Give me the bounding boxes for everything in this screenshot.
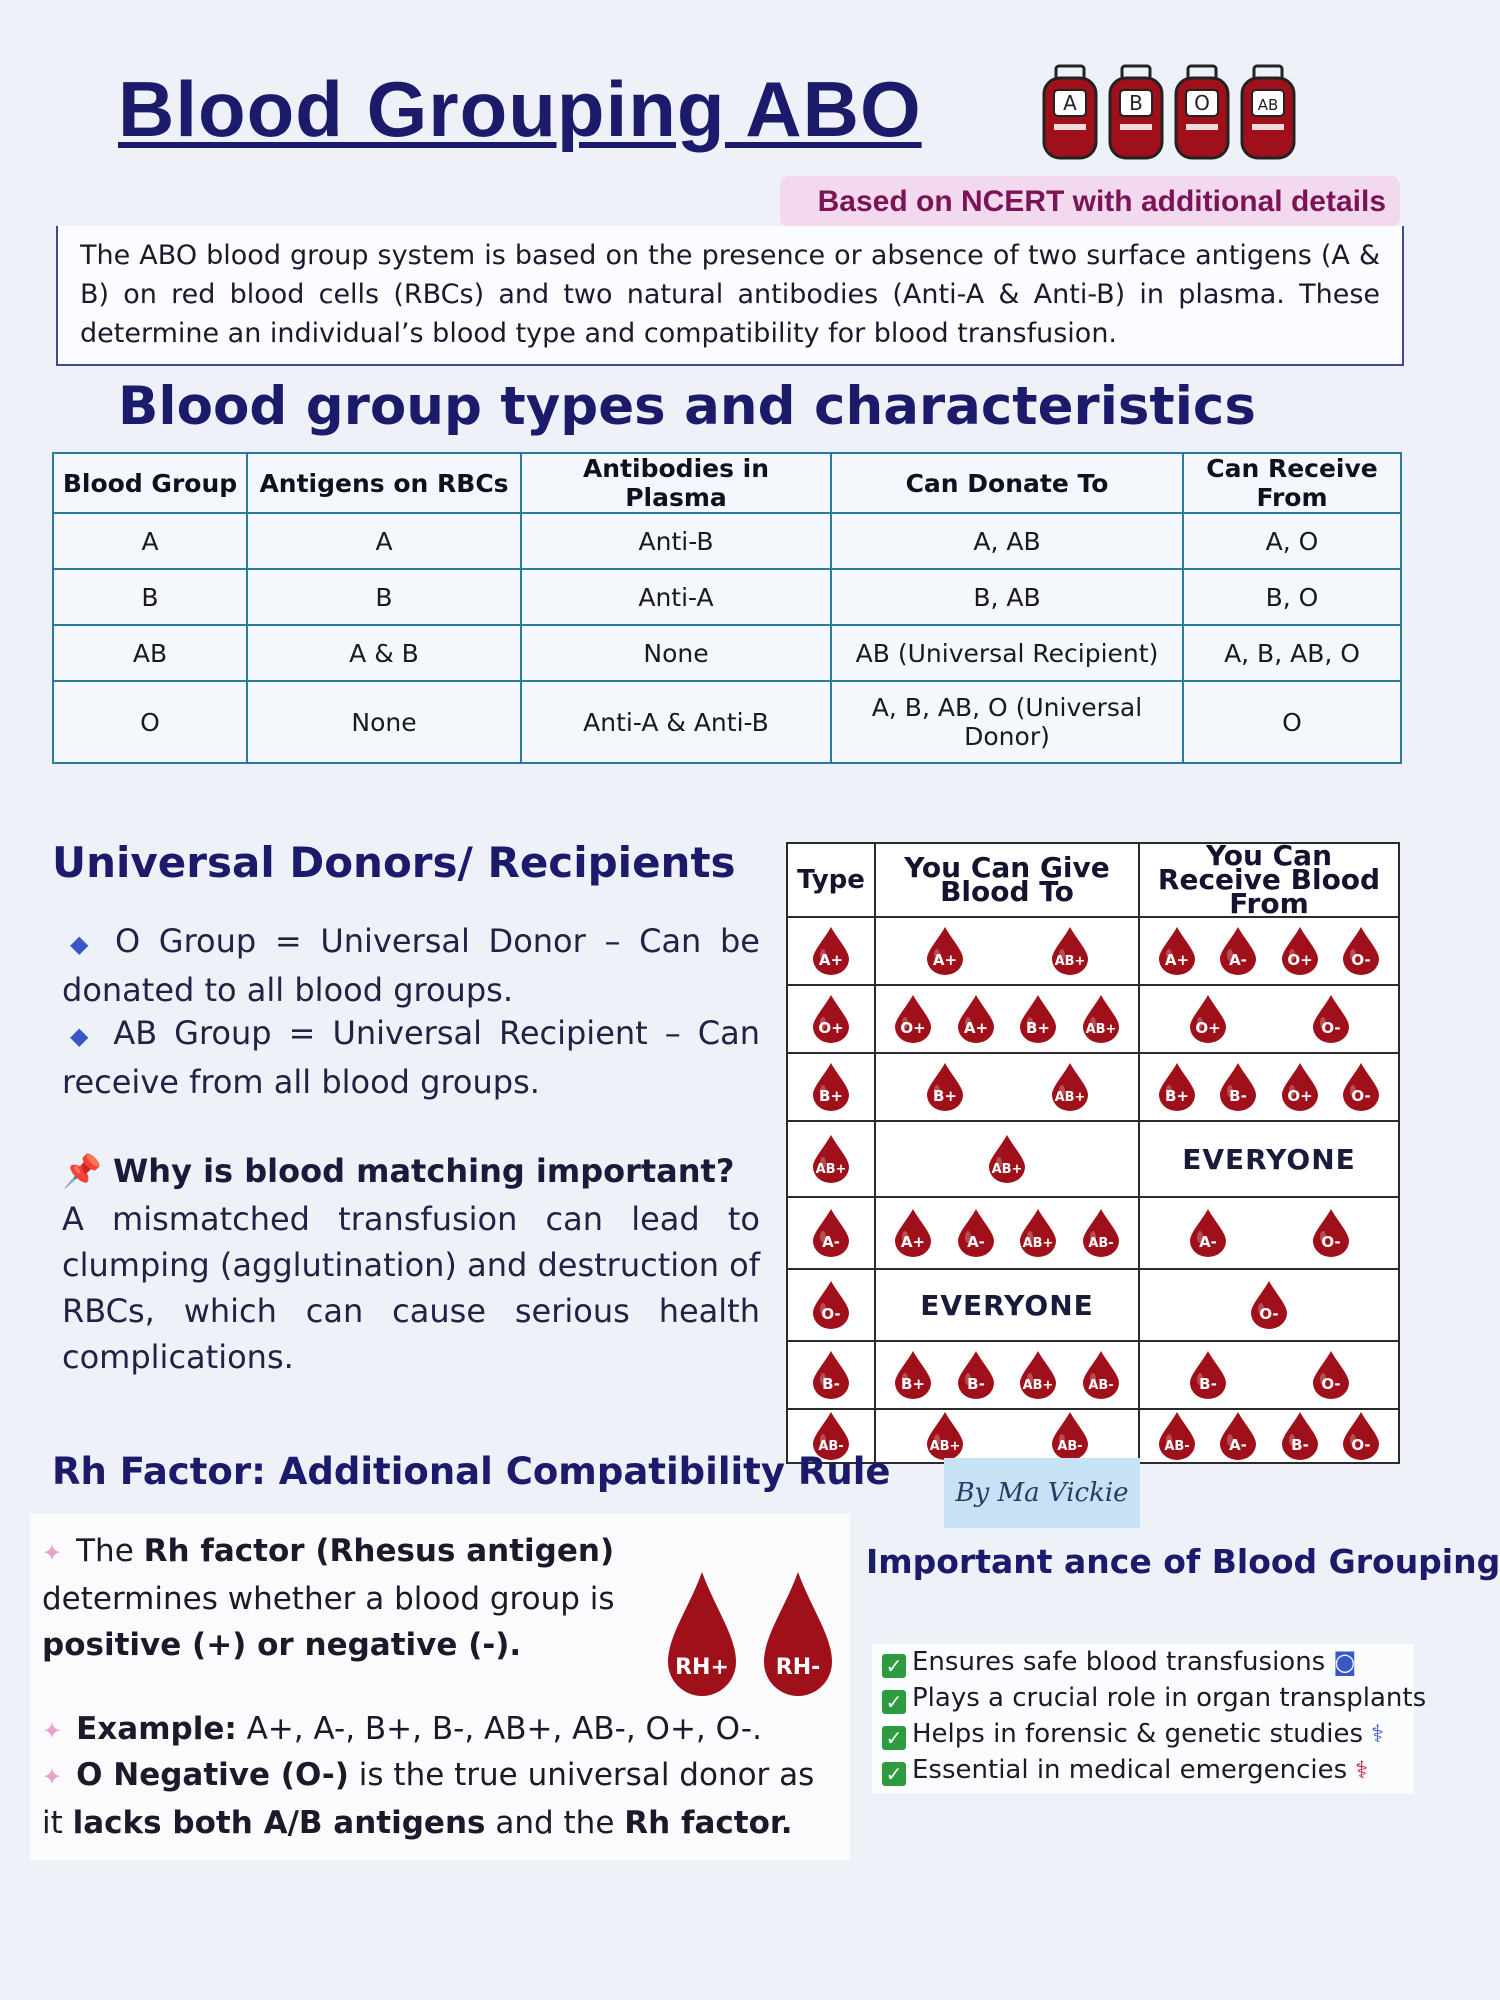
blood-drop-icon bbox=[954, 993, 998, 1045]
blood-drop-icon bbox=[1048, 1410, 1092, 1462]
grid-type-cell bbox=[787, 1341, 875, 1409]
table-cell: Anti-B bbox=[521, 513, 831, 569]
everyone-label: EVERYONE bbox=[1182, 1142, 1356, 1176]
blood-drop-icon bbox=[1048, 1061, 1092, 1113]
importance-heading: Important ance of Blood Grouping bbox=[866, 1542, 1500, 1581]
svg-text:B-: B- bbox=[822, 1375, 840, 1393]
svg-text:AB-: AB- bbox=[1164, 1439, 1190, 1454]
blood-drop-icon bbox=[1155, 1410, 1199, 1462]
table-row bbox=[53, 625, 1401, 681]
svg-text:O+: O+ bbox=[1287, 951, 1313, 969]
sparkle-bullet-icon: ✦ bbox=[42, 1763, 63, 1791]
svg-text:A+: A+ bbox=[963, 1019, 988, 1037]
rh-text: determines whether a blood group is bbox=[42, 1581, 615, 1617]
table-row bbox=[53, 513, 1401, 569]
diamond-bullet-icon: ◆ bbox=[70, 930, 97, 958]
rh-bold: Rh factor. bbox=[624, 1805, 793, 1841]
rh-bold: positive (+) or negative (-). bbox=[42, 1627, 522, 1663]
universal-donor-paragraph bbox=[62, 918, 760, 1013]
grid-give-cell bbox=[875, 1053, 1139, 1121]
table-cell: A bbox=[53, 513, 247, 569]
importance-item-text: Ensures safe blood transfusions bbox=[912, 1647, 1326, 1677]
blood-drop-icon bbox=[1309, 1207, 1353, 1259]
svg-text:RH-: RH- bbox=[775, 1655, 821, 1680]
everyone-label: EVERYONE bbox=[920, 1288, 1094, 1322]
grid-type-cell bbox=[787, 1197, 875, 1269]
blood-drop-icon bbox=[1016, 993, 1060, 1045]
svg-text:A+: A+ bbox=[901, 1233, 926, 1251]
grid-type-cell bbox=[787, 1121, 875, 1197]
blood-drop-icon bbox=[809, 1133, 853, 1185]
blood-drop-icon bbox=[1186, 993, 1230, 1045]
signature: By Ma Vickie bbox=[944, 1458, 1140, 1528]
table-cell: B bbox=[247, 569, 521, 625]
svg-text:AB+: AB+ bbox=[1022, 1236, 1054, 1251]
importance-item bbox=[872, 1752, 1414, 1788]
svg-text:O-: O- bbox=[1351, 1436, 1371, 1454]
blood-drop-icon bbox=[1016, 1349, 1060, 1401]
blood-drop-icon bbox=[1309, 1349, 1353, 1401]
svg-text:O-: O- bbox=[1259, 1305, 1279, 1323]
svg-text:AB+: AB+ bbox=[991, 1162, 1023, 1177]
checkbox-icon: ✓ bbox=[882, 1690, 906, 1714]
column-header: Can Donate To bbox=[831, 453, 1183, 513]
grid-receive-cell bbox=[1139, 1409, 1399, 1463]
blood-types-table bbox=[52, 452, 1402, 764]
svg-text:B: B bbox=[1129, 91, 1143, 115]
rh-universal-note bbox=[42, 1752, 842, 1846]
blood-drop-icon bbox=[1247, 1279, 1291, 1331]
table-cell: AB bbox=[53, 625, 247, 681]
importance-item bbox=[872, 1680, 1427, 1716]
blood-bag-icon bbox=[1040, 64, 1100, 162]
sparkle-bullet-icon: ✦ bbox=[42, 1717, 63, 1745]
table-cell: B bbox=[53, 569, 247, 625]
rh-bold: Rh factor (Rhesus antigen) bbox=[143, 1533, 615, 1569]
svg-text:O-: O- bbox=[1351, 951, 1371, 969]
table-cell: None bbox=[521, 625, 831, 681]
svg-text:AB+: AB+ bbox=[1022, 1378, 1054, 1393]
svg-text:B-: B- bbox=[1229, 1087, 1248, 1105]
svg-text:A+: A+ bbox=[932, 951, 957, 969]
grid-give-cell bbox=[875, 985, 1139, 1053]
importance-list bbox=[872, 1644, 1427, 1794]
svg-text:AB-: AB- bbox=[818, 1439, 844, 1454]
table-cell: A, B, AB, O (Universal Donor) bbox=[831, 681, 1183, 763]
blood-drop-icon bbox=[1216, 1410, 1260, 1462]
compatibility-grid bbox=[786, 839, 1400, 1464]
svg-text:AB+: AB+ bbox=[1054, 954, 1085, 969]
blood-drop-icon bbox=[1048, 925, 1092, 977]
grid-row bbox=[787, 1197, 1399, 1269]
rh-text: and the bbox=[485, 1805, 625, 1841]
svg-text:B+: B+ bbox=[818, 1087, 844, 1105]
table-cell: AB (Universal Recipient) bbox=[831, 625, 1183, 681]
grid-row bbox=[787, 1053, 1399, 1121]
svg-text:AB: AB bbox=[1257, 96, 1279, 114]
grid-header-receive: You Can Receive Blood From bbox=[1139, 843, 1399, 917]
blood-drop-icon bbox=[1278, 925, 1322, 977]
grid-receive-cell bbox=[1139, 1341, 1399, 1409]
svg-text:O+: O+ bbox=[1287, 1087, 1313, 1105]
subtitle-badge: Based on NCERT with additional details bbox=[780, 176, 1400, 228]
blood-drop-icon bbox=[985, 1133, 1029, 1185]
blood-drop-icon bbox=[809, 993, 853, 1045]
blood-drop-icon bbox=[1309, 993, 1353, 1045]
table-cell: A & B bbox=[247, 625, 521, 681]
blood-drop-icon bbox=[1155, 925, 1199, 977]
why-heading bbox=[62, 1152, 734, 1190]
table-cell: O bbox=[1183, 681, 1401, 763]
grid-receive-cell bbox=[1139, 985, 1399, 1053]
svg-text:B+: B+ bbox=[901, 1375, 926, 1393]
grid-row bbox=[787, 917, 1399, 985]
blood-drop-icon bbox=[1339, 1061, 1383, 1113]
table-cell: B, AB bbox=[831, 569, 1183, 625]
grid-receive-cell bbox=[1139, 917, 1399, 985]
blood-drop-icon bbox=[1186, 1349, 1230, 1401]
svg-text:A-: A- bbox=[1198, 1233, 1217, 1251]
column-header: Antibodies in Plasma bbox=[521, 453, 831, 513]
rh-bold: Example: bbox=[76, 1711, 237, 1747]
svg-text:AB-: AB- bbox=[1088, 1378, 1114, 1393]
table-row bbox=[53, 681, 1401, 763]
svg-text:B-: B- bbox=[966, 1375, 985, 1393]
table-cell: O bbox=[53, 681, 247, 763]
svg-text:O-: O- bbox=[1320, 1233, 1341, 1251]
grid-give-cell bbox=[875, 1409, 1139, 1463]
blood-drop-icon bbox=[923, 925, 967, 977]
table-cell: None bbox=[247, 681, 521, 763]
universal-recipient-text: AB Group = Universal Recipient – Can receive from all blood groups. bbox=[62, 1014, 760, 1101]
table-cell: B, O bbox=[1183, 569, 1401, 625]
grid-give-cell bbox=[875, 1121, 1139, 1197]
svg-text:O: O bbox=[1194, 91, 1210, 115]
svg-text:B+: B+ bbox=[932, 1087, 957, 1105]
why-heading-text: Why is blood matching important? bbox=[112, 1152, 735, 1190]
rh-text: The bbox=[76, 1533, 144, 1569]
svg-text:AB+: AB+ bbox=[1085, 1022, 1117, 1037]
svg-text:A: A bbox=[1063, 91, 1077, 115]
importance-item-text: Helps in forensic & genetic studies bbox=[912, 1719, 1364, 1749]
importance-item bbox=[872, 1644, 1414, 1680]
grid-give-cell bbox=[875, 917, 1139, 985]
svg-text:AB+: AB+ bbox=[1054, 1090, 1085, 1105]
svg-text:AB+: AB+ bbox=[815, 1162, 847, 1177]
blood-drop-icon bbox=[809, 1207, 853, 1259]
blood-drop-icon bbox=[1079, 1207, 1123, 1259]
svg-text:O-: O- bbox=[821, 1305, 841, 1323]
blood-drop-icon bbox=[809, 1061, 853, 1113]
table-row bbox=[53, 569, 1401, 625]
grid-header-row bbox=[787, 843, 1399, 917]
rh-drop-icon bbox=[760, 1570, 836, 1700]
ambulance-icon: ⚕ bbox=[1355, 1756, 1369, 1784]
rh-example bbox=[42, 1706, 842, 1754]
blood-drop-icon bbox=[923, 1410, 967, 1462]
blood-drop-icon bbox=[809, 1279, 853, 1331]
svg-text:O+: O+ bbox=[900, 1019, 926, 1037]
column-header: Can Receive From bbox=[1183, 453, 1401, 513]
svg-text:B-: B- bbox=[1290, 1436, 1309, 1454]
blood-drop-icon bbox=[891, 993, 935, 1045]
blood-drop-icon bbox=[1155, 1061, 1199, 1113]
universal-heading: Universal Donors/ Recipients bbox=[52, 838, 736, 887]
table-header-row bbox=[53, 453, 1401, 513]
refresh-icon: ◙ bbox=[1333, 1648, 1357, 1676]
grid-give-cell bbox=[875, 1197, 1139, 1269]
blood-drop-icon bbox=[1216, 925, 1260, 977]
svg-text:A+: A+ bbox=[1164, 951, 1189, 969]
blood-drop-icon bbox=[891, 1349, 935, 1401]
table-cell: Anti-A bbox=[521, 569, 831, 625]
grid-receive-cell bbox=[1139, 1121, 1399, 1197]
svg-text:O-: O- bbox=[1351, 1087, 1371, 1105]
grid-type-cell bbox=[787, 917, 875, 985]
importance-item-text: Plays a crucial role in organ transplants bbox=[912, 1683, 1427, 1713]
grid-receive-cell bbox=[1139, 1053, 1399, 1121]
svg-text:A+: A+ bbox=[818, 951, 844, 969]
importance-item bbox=[872, 1716, 1414, 1752]
pushpin-icon: 📌 bbox=[62, 1152, 102, 1190]
blood-drop-icon bbox=[809, 925, 853, 977]
blood-drop-icon bbox=[809, 1349, 853, 1401]
sparkle-bullet-icon: ✦ bbox=[42, 1539, 63, 1567]
svg-text:AB+: AB+ bbox=[929, 1439, 960, 1454]
rh-drop-icon bbox=[664, 1570, 740, 1700]
grid-row bbox=[787, 1269, 1399, 1341]
grid-type-cell bbox=[787, 985, 875, 1053]
rh-bold: lacks both A/B antigens bbox=[72, 1805, 486, 1841]
grid-row bbox=[787, 985, 1399, 1053]
intro-paragraph: The ABO blood group system is based on the presence or absence of two surface antigens (A & B) on red blood cells (RBCs) and two natural antibodies (Anti-A & Anti-B) in plasma. These determine an individual’s blood type and compatibility for blood transfusion. bbox=[56, 226, 1404, 366]
table-cell: A, AB bbox=[831, 513, 1183, 569]
grid-row bbox=[787, 1121, 1399, 1197]
column-header: Antigens on RBCs bbox=[247, 453, 521, 513]
svg-text:B-: B- bbox=[1198, 1375, 1217, 1393]
rh-bold: O Negative (O-) bbox=[76, 1757, 349, 1793]
page-title: Blood Grouping ABO bbox=[118, 65, 922, 153]
grid-row bbox=[787, 1341, 1399, 1409]
svg-text:A-: A- bbox=[1229, 1436, 1248, 1454]
blood-drop-icon bbox=[923, 1061, 967, 1113]
svg-text:B+: B+ bbox=[1164, 1087, 1189, 1105]
svg-text:A-: A- bbox=[966, 1233, 985, 1251]
blood-bag-icon bbox=[1238, 64, 1298, 162]
blood-drop-icon bbox=[1079, 1349, 1123, 1401]
grid-give-cell bbox=[875, 1269, 1139, 1341]
importance-item-text: Essential in medical emergencies bbox=[912, 1755, 1348, 1785]
blood-drop-icon bbox=[1016, 1207, 1060, 1259]
column-header: Blood Group bbox=[53, 453, 247, 513]
dna-icon: ⚕ bbox=[1371, 1720, 1384, 1748]
blood-drop-icon bbox=[1278, 1410, 1322, 1462]
universal-recipient-paragraph bbox=[62, 1010, 760, 1105]
blood-bag-icon bbox=[1172, 64, 1232, 162]
svg-text:B+: B+ bbox=[1026, 1019, 1051, 1037]
rh-definition bbox=[42, 1528, 682, 1668]
blood-drop-icon bbox=[1339, 1410, 1383, 1462]
rh-heading: Rh Factor: Additional Compatibility Rule bbox=[52, 1450, 891, 1493]
table-cell: A bbox=[247, 513, 521, 569]
blood-drop-icon bbox=[1216, 1061, 1260, 1113]
svg-text:O+: O+ bbox=[1194, 1019, 1221, 1037]
blood-drop-icon bbox=[1186, 1207, 1230, 1259]
svg-text:A-: A- bbox=[1229, 951, 1248, 969]
grid-type-cell bbox=[787, 1053, 875, 1121]
svg-text:AB-: AB- bbox=[1088, 1236, 1114, 1251]
svg-text:AB-: AB- bbox=[1056, 1439, 1083, 1454]
blood-drop-icon bbox=[891, 1207, 935, 1259]
grid-give-cell bbox=[875, 1341, 1139, 1409]
blood-bag-icon bbox=[1106, 64, 1166, 162]
blood-drop-icon bbox=[1278, 1061, 1322, 1113]
svg-text:A-: A- bbox=[822, 1233, 840, 1251]
svg-text:O+: O+ bbox=[818, 1019, 844, 1037]
svg-text:O-: O- bbox=[1320, 1375, 1341, 1393]
svg-text:RH+: RH+ bbox=[675, 1655, 729, 1680]
grid-header-type: Type bbox=[787, 843, 875, 917]
checkbox-icon: ✓ bbox=[882, 1762, 906, 1786]
checkbox-icon: ✓ bbox=[882, 1654, 906, 1678]
types-heading: Blood group types and characteristics bbox=[118, 376, 1256, 437]
grid-receive-cell bbox=[1139, 1269, 1399, 1341]
diamond-bullet-icon: ◆ bbox=[70, 1022, 96, 1050]
grid-type-cell bbox=[787, 1269, 875, 1341]
why-paragraph: A mismatched transfusion can lead to clumping (agglutination) and destruction of RBCs, which can cause serious health complications. bbox=[62, 1200, 761, 1376]
blood-drop-icon bbox=[1339, 925, 1383, 977]
universal-donor-text: O Group = Universal Donor – Can be donated to all blood groups. bbox=[62, 922, 760, 1009]
rh-text: is the true universal donor as it bbox=[42, 1757, 815, 1841]
blood-drop-icon bbox=[954, 1207, 998, 1259]
grid-receive-cell bbox=[1139, 1197, 1399, 1269]
blood-drop-icon bbox=[1079, 993, 1123, 1045]
blood-drop-icon bbox=[954, 1349, 998, 1401]
svg-text:O-: O- bbox=[1320, 1019, 1341, 1037]
checkbox-icon: ✓ bbox=[882, 1726, 906, 1750]
table-cell: A, B, AB, O bbox=[1183, 625, 1401, 681]
rh-text: A+, A-, B+, B-, AB+, AB-, O+, O-. bbox=[236, 1711, 762, 1747]
table-cell: A, O bbox=[1183, 513, 1401, 569]
grid-header-give: You Can Give Blood To bbox=[875, 843, 1139, 917]
table-cell: Anti-A & Anti-B bbox=[521, 681, 831, 763]
